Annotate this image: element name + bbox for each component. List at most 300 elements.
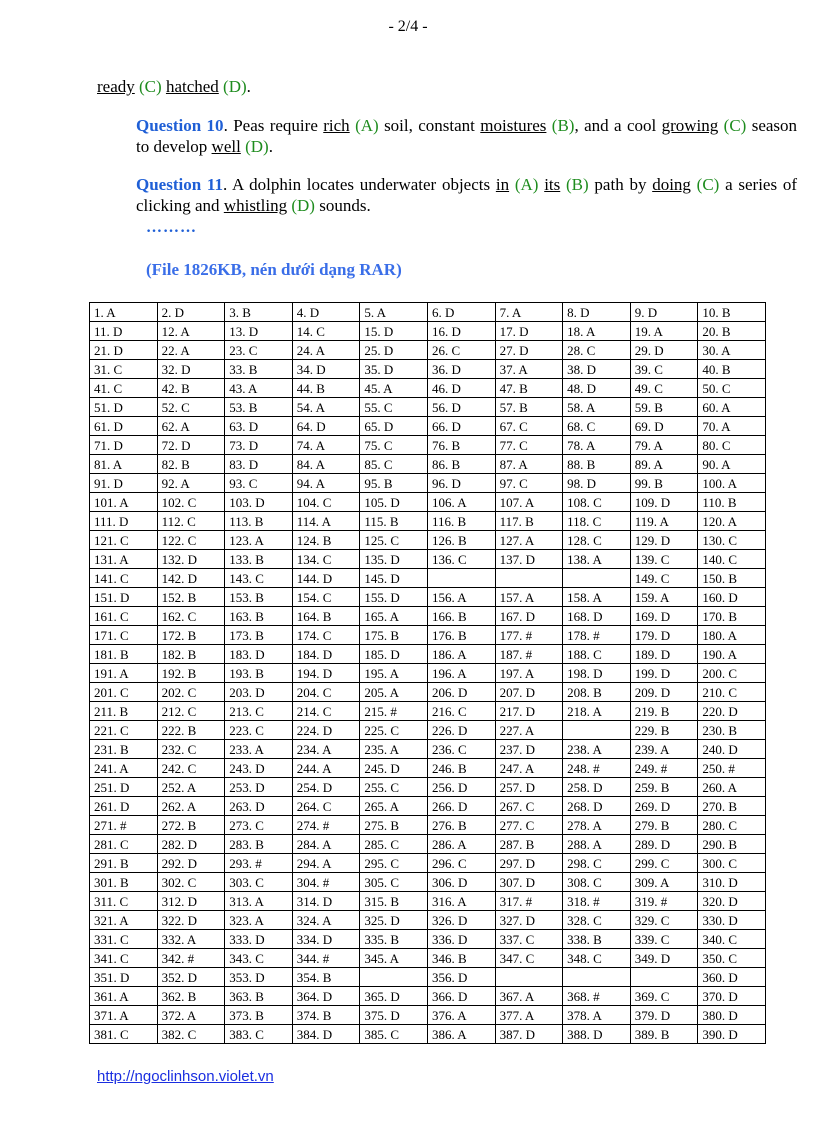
- table-row: [90, 930, 766, 949]
- answer-cell: 227. A: [495, 721, 563, 740]
- answer-cell: 230. B: [698, 721, 766, 740]
- answer-cell: 154. C: [292, 588, 360, 607]
- answer-cell: 91. D: [90, 474, 158, 493]
- answer-cell: 79. A: [630, 436, 698, 455]
- answer-cell: 328. C: [563, 911, 631, 930]
- answer-cell: 369. C: [630, 987, 698, 1006]
- option-word: its: [544, 175, 561, 194]
- table-row: [90, 645, 766, 664]
- footer-link[interactable]: http://ngoclinhson.violet.vn: [97, 1068, 274, 1085]
- answer-cell: 324. A: [292, 911, 360, 930]
- answer-cell: 133. B: [225, 550, 293, 569]
- answer-cell: 308. C: [563, 873, 631, 892]
- answer-cell: 379. D: [630, 1006, 698, 1025]
- answer-cell: 61. D: [90, 417, 158, 436]
- answer-cell: 176. B: [427, 626, 495, 645]
- answer-cell: 100. A: [698, 474, 766, 493]
- answer-cell: 390. D: [698, 1025, 766, 1044]
- table-row: [90, 816, 766, 835]
- question-label: Question 11: [136, 175, 223, 194]
- answer-cell: 2. D: [157, 303, 225, 322]
- question-text: season to develop: [136, 116, 798, 156]
- answer-cell: 278. A: [563, 816, 631, 835]
- answer-cell: [495, 968, 563, 987]
- answer-cell: 59. B: [630, 398, 698, 417]
- answer-cell: 40. B: [698, 360, 766, 379]
- answer-cell: 223. C: [225, 721, 293, 740]
- answer-cell: 371. A: [90, 1006, 158, 1025]
- answer-cell: 178. #: [563, 626, 631, 645]
- answer-cell: 58. A: [563, 398, 631, 417]
- answer-cell: 136. C: [427, 550, 495, 569]
- answer-cell: 182. B: [157, 645, 225, 664]
- answer-cell: 132. D: [157, 550, 225, 569]
- answer-cell: 276. B: [427, 816, 495, 835]
- answer-cell: 10. B: [698, 303, 766, 322]
- answer-cell: 4. D: [292, 303, 360, 322]
- answer-cell: 253. D: [225, 778, 293, 797]
- sentence-end: sounds.: [314, 196, 371, 215]
- answer-cell: 47. B: [495, 379, 563, 398]
- answer-cell: 220. D: [698, 702, 766, 721]
- answer-cell: 388. D: [563, 1025, 631, 1044]
- answer-cell: 67. C: [495, 417, 563, 436]
- table-row: [90, 322, 766, 341]
- answer-cell: 65. D: [360, 417, 428, 436]
- question-label: Question 10: [136, 116, 224, 135]
- answer-cell: 275. B: [360, 816, 428, 835]
- answer-cell: 175. B: [360, 626, 428, 645]
- answer-cell: 124. B: [292, 531, 360, 550]
- answer-cell: 62. A: [157, 417, 225, 436]
- answer-cell: 269. D: [630, 797, 698, 816]
- answer-cell: 201. C: [90, 683, 158, 702]
- answer-cell: 301. B: [90, 873, 158, 892]
- answer-cell: 232. C: [157, 740, 225, 759]
- answer-cell: 299. C: [630, 854, 698, 873]
- answer-cell: 1. A: [90, 303, 158, 322]
- answer-cell: 263. D: [225, 797, 293, 816]
- answer-cell: 346. B: [427, 949, 495, 968]
- answer-cell: 259. B: [630, 778, 698, 797]
- answer-cell: 282. D: [157, 835, 225, 854]
- answer-cell: 7. A: [495, 303, 563, 322]
- answer-cell: 307. D: [495, 873, 563, 892]
- answer-cell: 95. B: [360, 474, 428, 493]
- answer-cell: 78. A: [563, 436, 631, 455]
- answer-cell: 237. D: [495, 740, 563, 759]
- answer-cell: 64. D: [292, 417, 360, 436]
- answer-cell: 110. B: [698, 493, 766, 512]
- answer-cell: 286. A: [427, 835, 495, 854]
- answer-cell: 82. B: [157, 455, 225, 474]
- answer-cell: 210. C: [698, 683, 766, 702]
- answer-cell: 273. C: [225, 816, 293, 835]
- answer-cell: 206. D: [427, 683, 495, 702]
- table-row: [90, 512, 766, 531]
- table-row: [90, 1006, 766, 1025]
- answer-cell: 365. D: [360, 987, 428, 1006]
- answer-cell: 233. A: [225, 740, 293, 759]
- answer-cell: 195. A: [360, 664, 428, 683]
- answer-cell: 53. B: [225, 398, 293, 417]
- answer-cell: 337. C: [495, 930, 563, 949]
- answer-cell: 387. D: [495, 1025, 563, 1044]
- answer-cell: 318. #: [563, 892, 631, 911]
- answer-cell: 251. D: [90, 778, 158, 797]
- answer-cell: 363. B: [225, 987, 293, 1006]
- table-row: [90, 569, 766, 588]
- answer-cell: 139. C: [630, 550, 698, 569]
- answer-cell: 222. B: [157, 721, 225, 740]
- option-word: rich: [323, 116, 350, 135]
- answer-cell: 174. C: [292, 626, 360, 645]
- answer-cell: 38. D: [563, 360, 631, 379]
- table-row: [90, 892, 766, 911]
- option-letter: (C): [723, 116, 747, 135]
- question-text: a series of clicking and: [136, 175, 797, 215]
- answer-cell: 31. C: [90, 360, 158, 379]
- answer-cell: 125. C: [360, 531, 428, 550]
- answer-cell: 300. C: [698, 854, 766, 873]
- answer-cell: 305. C: [360, 873, 428, 892]
- answer-cell: 366. D: [427, 987, 495, 1006]
- answer-cell: 327. D: [495, 911, 563, 930]
- answer-cell: 200. C: [698, 664, 766, 683]
- answer-cell: 378. A: [563, 1006, 631, 1025]
- answer-cell: 385. C: [360, 1025, 428, 1044]
- answer-cell: 354. B: [292, 968, 360, 987]
- answer-cell: 348. C: [563, 949, 631, 968]
- answer-cell: 364. D: [292, 987, 360, 1006]
- answer-cell: 117. B: [495, 512, 563, 531]
- answer-cell: 296. C: [427, 854, 495, 873]
- answer-cell: 129. D: [630, 531, 698, 550]
- answer-cell: 294. A: [292, 854, 360, 873]
- answer-cell: 304. #: [292, 873, 360, 892]
- answer-cell: 184. D: [292, 645, 360, 664]
- answer-cell: 198. D: [563, 664, 631, 683]
- answer-cell: 188. C: [563, 645, 631, 664]
- answer-cell: 177. #: [495, 626, 563, 645]
- question-text: path by: [588, 175, 653, 194]
- answer-cell: 322. D: [157, 911, 225, 930]
- answer-cell: 151. D: [90, 588, 158, 607]
- answer-cell: 350. C: [698, 949, 766, 968]
- answer-cell: 30. A: [698, 341, 766, 360]
- answer-cell: 262. A: [157, 797, 225, 816]
- answer-cell: 254. D: [292, 778, 360, 797]
- answer-cell: 270. B: [698, 797, 766, 816]
- answer-cell: 180. A: [698, 626, 766, 645]
- answer-cell: 187. #: [495, 645, 563, 664]
- answer-cell: 248. #: [563, 759, 631, 778]
- answer-cell: 140. C: [698, 550, 766, 569]
- answer-cell: 107. A: [495, 493, 563, 512]
- answer-cell: 92. A: [157, 474, 225, 493]
- answer-cell: 69. D: [630, 417, 698, 436]
- answer-cell: 143. C: [225, 569, 293, 588]
- answer-cell: 97. C: [495, 474, 563, 493]
- answer-cell: 85. C: [360, 455, 428, 474]
- answer-cell: 225. C: [360, 721, 428, 740]
- answer-cell: 204. C: [292, 683, 360, 702]
- answer-cell: 156. A: [427, 588, 495, 607]
- answer-cell: 186. A: [427, 645, 495, 664]
- answer-cell: 46. D: [427, 379, 495, 398]
- answer-cell: 189. D: [630, 645, 698, 664]
- answer-cell: 74. A: [292, 436, 360, 455]
- answer-cell: 349. D: [630, 949, 698, 968]
- answer-cell: 323. A: [225, 911, 293, 930]
- answer-cell: 104. C: [292, 493, 360, 512]
- answer-cell: 17. D: [495, 322, 563, 341]
- answer-cell: 373. B: [225, 1006, 293, 1025]
- answer-cell: 234. A: [292, 740, 360, 759]
- table-row: [90, 607, 766, 626]
- answer-cell: 279. B: [630, 816, 698, 835]
- answer-cell: 68. C: [563, 417, 631, 436]
- answer-cell: 170. B: [698, 607, 766, 626]
- answer-cell: 45. A: [360, 379, 428, 398]
- table-row: [90, 968, 766, 987]
- answer-cell: 298. C: [563, 854, 631, 873]
- option-letter: (C): [696, 175, 720, 194]
- question-text: . Peas require: [223, 116, 324, 135]
- answer-cell: 41. C: [90, 379, 158, 398]
- answer-cell: 245. D: [360, 759, 428, 778]
- answer-cell: 370. D: [698, 987, 766, 1006]
- table-row: [90, 873, 766, 892]
- answer-cell: 115. B: [360, 512, 428, 531]
- answer-cell: 384. D: [292, 1025, 360, 1044]
- answer-cell: 311. C: [90, 892, 158, 911]
- answer-cell: 303. C: [225, 873, 293, 892]
- answer-cell: 377. A: [495, 1006, 563, 1025]
- answer-cell: [563, 968, 631, 987]
- answer-cell: 128. C: [563, 531, 631, 550]
- answer-cell: 168. D: [563, 607, 631, 626]
- table-row: [90, 778, 766, 797]
- answer-cell: 160. D: [698, 588, 766, 607]
- option-word: doing: [652, 175, 691, 194]
- table-row: [90, 702, 766, 721]
- answer-cell: [495, 569, 563, 588]
- answer-cell: 380. D: [698, 1006, 766, 1025]
- answer-cell: 114. A: [292, 512, 360, 531]
- answer-cell: 267. C: [495, 797, 563, 816]
- option-word: whistling: [223, 196, 288, 215]
- table-row: [90, 455, 766, 474]
- answer-cell: 256. D: [427, 778, 495, 797]
- answer-cell: 127. A: [495, 531, 563, 550]
- question-11: [97, 174, 797, 216]
- answer-cell: 250. #: [698, 759, 766, 778]
- answer-cell: 199. D: [630, 664, 698, 683]
- answer-cell: 216. C: [427, 702, 495, 721]
- answer-cell: 98. D: [563, 474, 631, 493]
- table-row: [90, 854, 766, 873]
- table-row: [90, 588, 766, 607]
- answer-cell: 173. B: [225, 626, 293, 645]
- answer-cell: 280. C: [698, 816, 766, 835]
- table-row: [90, 987, 766, 1006]
- answer-key-table: [89, 302, 766, 1044]
- option-letter: (A): [514, 175, 539, 194]
- answer-cell: 293. #: [225, 854, 293, 873]
- answer-cell: 274. #: [292, 816, 360, 835]
- answer-cell: 152. B: [157, 588, 225, 607]
- answer-cell: 56. D: [427, 398, 495, 417]
- option-letter: (B): [566, 175, 589, 194]
- answer-cell: 145. D: [360, 569, 428, 588]
- answer-cell: 179. D: [630, 626, 698, 645]
- answer-cell: 316. A: [427, 892, 495, 911]
- answer-cell: 208. B: [563, 683, 631, 702]
- answer-cell: 335. B: [360, 930, 428, 949]
- answer-cell: 3. B: [225, 303, 293, 322]
- table-row: [90, 303, 766, 322]
- answer-cell: 150. B: [698, 569, 766, 588]
- answer-cell: 28. C: [563, 341, 631, 360]
- answer-cell: 205. A: [360, 683, 428, 702]
- answer-cell: 42. B: [157, 379, 225, 398]
- answer-cell: 312. D: [157, 892, 225, 911]
- answer-cell: 309. A: [630, 873, 698, 892]
- table-row: [90, 835, 766, 854]
- table-row: [90, 493, 766, 512]
- answer-cell: 244. A: [292, 759, 360, 778]
- answer-cell: 315. B: [360, 892, 428, 911]
- answer-cell: 29. D: [630, 341, 698, 360]
- answer-cell: 219. B: [630, 702, 698, 721]
- answer-cell: 166. B: [427, 607, 495, 626]
- answer-cell: 126. B: [427, 531, 495, 550]
- answer-cell: 20. B: [698, 322, 766, 341]
- answer-cell: 171. C: [90, 626, 158, 645]
- answer-cell: 63. D: [225, 417, 293, 436]
- answer-cell: 11. D: [90, 322, 158, 341]
- file-size-note: (File 1826KB, nén dưới dạng RAR): [146, 260, 402, 279]
- table-row: [90, 664, 766, 683]
- answer-cell: 192. B: [157, 664, 225, 683]
- answer-cell: 169. D: [630, 607, 698, 626]
- answer-cell: 272. B: [157, 816, 225, 835]
- question-text: , and a cool: [574, 116, 662, 135]
- answer-cell: 122. C: [157, 531, 225, 550]
- answer-cell: 55. C: [360, 398, 428, 417]
- answer-cell: 325. D: [360, 911, 428, 930]
- answer-cell: 297. D: [495, 854, 563, 873]
- answer-cell: 241. A: [90, 759, 158, 778]
- table-row: [90, 474, 766, 493]
- answer-cell: 376. A: [427, 1006, 495, 1025]
- answer-cell: 109. D: [630, 493, 698, 512]
- answer-cell: 22. A: [157, 341, 225, 360]
- table-row: [90, 626, 766, 645]
- answer-cell: 75. C: [360, 436, 428, 455]
- answer-cell: 21. D: [90, 341, 158, 360]
- option-letter: (D): [223, 77, 247, 96]
- answer-cell: 236. C: [427, 740, 495, 759]
- answer-cell: 88. B: [563, 455, 631, 474]
- answer-cell: 66. D: [427, 417, 495, 436]
- sentence-end: .: [246, 77, 251, 96]
- answer-cell: [563, 721, 631, 740]
- answer-cell: 149. C: [630, 569, 698, 588]
- answer-cell: 164. B: [292, 607, 360, 626]
- answer-cell: 35. D: [360, 360, 428, 379]
- answer-cell: 345. A: [360, 949, 428, 968]
- answer-cell: 8. D: [563, 303, 631, 322]
- answer-cell: 333. D: [225, 930, 293, 949]
- answer-cell: 362. B: [157, 987, 225, 1006]
- answer-cell: 313. A: [225, 892, 293, 911]
- answer-cell: 73. D: [225, 436, 293, 455]
- answer-cell: 238. A: [563, 740, 631, 759]
- answer-cell: 138. A: [563, 550, 631, 569]
- answer-cell: 247. A: [495, 759, 563, 778]
- table-row: [90, 550, 766, 569]
- answer-cell: 197. A: [495, 664, 563, 683]
- answer-cell: 249. #: [630, 759, 698, 778]
- answer-cell: 48. D: [563, 379, 631, 398]
- answer-cell: 113. B: [225, 512, 293, 531]
- answer-cell: 142. D: [157, 569, 225, 588]
- answer-cell: 338. B: [563, 930, 631, 949]
- answer-cell: 268. D: [563, 797, 631, 816]
- answer-cell: 340. C: [698, 930, 766, 949]
- answer-cell: 386. A: [427, 1025, 495, 1044]
- answer-cell: 27. D: [495, 341, 563, 360]
- answer-cell: 213. C: [225, 702, 293, 721]
- question-text: . A dolphin locates underwater objects: [222, 175, 496, 194]
- option-word: well: [211, 137, 241, 156]
- answer-cell: 135. D: [360, 550, 428, 569]
- option-letter: (B): [551, 116, 575, 135]
- answer-cell: 50. C: [698, 379, 766, 398]
- answer-cell: 13. D: [225, 322, 293, 341]
- option-letter: (C): [139, 77, 162, 96]
- answer-cell: 211. B: [90, 702, 158, 721]
- answer-cell: 240. D: [698, 740, 766, 759]
- answer-cell: 71. D: [90, 436, 158, 455]
- answer-cell: 331. C: [90, 930, 158, 949]
- answer-cell: 18. A: [563, 322, 631, 341]
- table-row: [90, 911, 766, 930]
- answer-cell: 84. A: [292, 455, 360, 474]
- answer-cell: 252. A: [157, 778, 225, 797]
- answer-cell: 94. A: [292, 474, 360, 493]
- answer-cell: 261. D: [90, 797, 158, 816]
- answer-cell: 134. C: [292, 550, 360, 569]
- answer-cell: 218. A: [563, 702, 631, 721]
- answer-cell: 306. D: [427, 873, 495, 892]
- answer-cell: 217. D: [495, 702, 563, 721]
- answer-cell: 172. B: [157, 626, 225, 645]
- answer-cell: 317. #: [495, 892, 563, 911]
- answer-cell: 258. D: [563, 778, 631, 797]
- answer-cell: 155. D: [360, 588, 428, 607]
- answer-cell: 131. A: [90, 550, 158, 569]
- answer-cell: 246. B: [427, 759, 495, 778]
- answer-cell: 289. D: [630, 835, 698, 854]
- answer-cell: 25. D: [360, 341, 428, 360]
- answer-cell: 90. A: [698, 455, 766, 474]
- answer-cell: 212. C: [157, 702, 225, 721]
- answer-cell: 14. C: [292, 322, 360, 341]
- table-row: [90, 721, 766, 740]
